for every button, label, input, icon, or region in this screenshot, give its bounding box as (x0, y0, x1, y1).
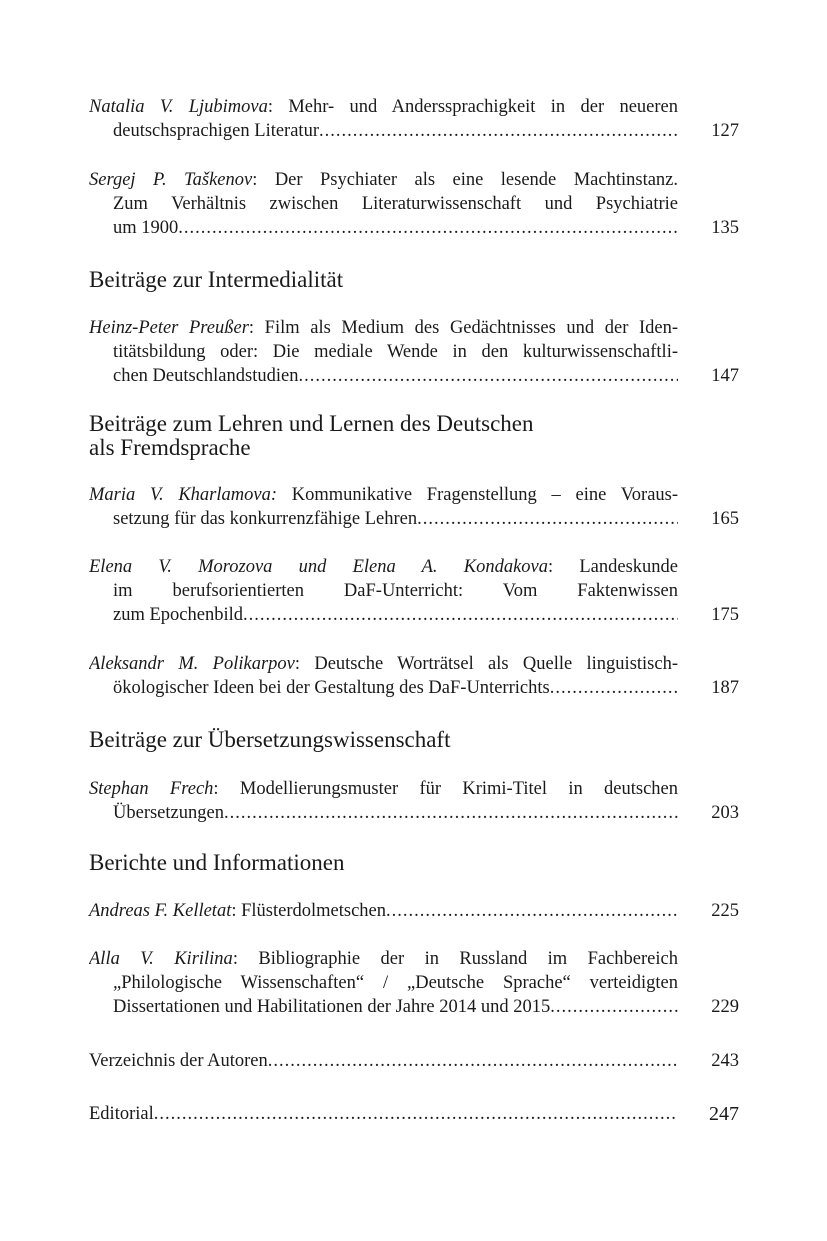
toc-entry-line (89, 95, 678, 119)
toc-entry-line (89, 1102, 678, 1126)
entry-title: um 1900 (113, 218, 179, 238)
entry-separator (277, 485, 292, 505)
toc-entry (89, 95, 739, 143)
leader-dots (224, 801, 678, 825)
entry-title: titätsbildung oder: Die mediale Wende in den kulturwissenschaftli- (113, 342, 678, 362)
toc-entry-line (89, 801, 678, 825)
page-number: 225 (711, 901, 739, 921)
entry-title: Landeskunde (579, 557, 678, 577)
leader-dots (319, 119, 678, 143)
entry-title: Deutsche Worträtsel als Quelle linguistisch- (314, 654, 678, 674)
entry-title: Übersetzungen (113, 803, 224, 823)
entry-title: „Philologische Wissenschaften“ / „Deutsche Sprache“ verteidigten (113, 973, 678, 993)
toc-entry-line (89, 652, 678, 676)
page-number: 247 (709, 1103, 739, 1125)
page-number: 175 (711, 605, 739, 625)
toc-entry (89, 168, 739, 240)
toc-entry-line (89, 947, 678, 971)
section-heading: Beiträge zur Übersetzungswissenschaft (89, 727, 451, 752)
entry-separator: : (294, 654, 315, 674)
entry-title: Film als Medium des Gedächtnisses und der Iden- (264, 318, 678, 338)
page-number: 147 (711, 366, 739, 386)
toc-entry-line (89, 899, 678, 923)
entry-author: Heinz-Peter Preußer (89, 318, 249, 338)
entry-author: Natalia V. Ljubimova (89, 97, 268, 117)
toc-entry (89, 652, 739, 700)
toc-entry-line (89, 507, 678, 531)
entry-title: Editorial (89, 1104, 154, 1124)
entry-title: Bibliographie der in Russland im Fachbereich (258, 949, 678, 969)
section-heading: Beiträge zur Intermedialität (89, 267, 344, 292)
entry-author: Aleksandr M. Polikarpov (89, 654, 295, 674)
leader-dots (298, 364, 678, 388)
page-number: 203 (711, 803, 739, 823)
leader-dots (243, 603, 678, 627)
leader-dots (386, 899, 678, 923)
page-number: 135 (711, 218, 739, 238)
entry-title: setzung für das konkurrenzfähige Lehren (113, 509, 418, 529)
entry-title: deutschsprachigen Literatur (113, 121, 319, 141)
toc-entry-line (89, 483, 678, 507)
toc-entry (89, 1102, 739, 1126)
section-heading: Berichte und Informationen (89, 850, 345, 875)
entry-author: Maria V. Kharlamova: (89, 485, 278, 505)
entry-title: chen Deutschlandstudien (113, 366, 299, 386)
entry-title: Kommunikative Fragenstellung – eine Voraus- (291, 485, 678, 505)
toc-entry (89, 483, 739, 531)
leader-dots (417, 507, 678, 531)
leader-dots (268, 1049, 678, 1073)
page-number: 229 (711, 997, 739, 1017)
leader-dots (178, 216, 678, 240)
leader-dots (154, 1102, 678, 1126)
toc-entry (89, 947, 739, 1019)
toc-entry-line (89, 1049, 678, 1073)
entry-title: Der Psychiater als eine lesende Machtinstanz. (274, 170, 678, 190)
entry-author: Sergej P. Taškenov (89, 170, 253, 190)
entry-title-text: Flüsterdolmetschen (241, 901, 387, 921)
entry-title: im berufsorientierten DaF-Unterricht: Vom Faktenwissen (113, 581, 678, 601)
toc-entry-line (89, 995, 678, 1019)
entry-separator: : (267, 97, 289, 117)
page-number: 127 (711, 121, 739, 141)
entry-title: Zum Verhältnis zwischen Literaturwissenschaft und Psychiatrie (113, 194, 678, 214)
entry-separator: : (252, 170, 275, 190)
toc-entry-line (89, 168, 678, 192)
entry-separator: : (248, 318, 265, 338)
entry-separator: : (231, 901, 242, 921)
toc-entry-line (89, 555, 678, 579)
entry-author: Andreas F. Kelletat (89, 901, 232, 921)
toc-entry-line (89, 603, 678, 627)
section-heading: Beiträge zum Lehren und Lernen des Deutschen (89, 411, 534, 436)
entry-title: Verzeichnis der Autoren (89, 1051, 268, 1071)
toc-entry-line (89, 216, 678, 240)
toc-entry (89, 316, 739, 388)
entry-separator: : (548, 557, 580, 577)
page-number: 243 (711, 1051, 739, 1071)
toc-entry (89, 555, 739, 627)
entry-title: ökologischer Ideen bei der Gestaltung des DaF-Unterrichts (113, 678, 550, 698)
toc-entry-line (89, 777, 678, 801)
page-number: 165 (711, 509, 739, 529)
leader-dots (550, 676, 678, 700)
toc-entry-line (89, 119, 678, 143)
toc-entry (89, 899, 739, 923)
entry-title: Dissertationen und Habilitationen der Jahre 2014 und 2015 (113, 997, 551, 1017)
entry-author: Elena V. Morozova und Elena A. Kondakova (89, 557, 549, 577)
entry-title: zum Epochenbild (113, 605, 243, 625)
toc-entry-line (89, 364, 678, 388)
toc-entry-line (89, 316, 678, 340)
leader-dots (550, 995, 678, 1019)
toc-entry-line (89, 676, 678, 700)
entry-author: Stephan Frech (89, 779, 214, 799)
entry-title: Modellierungsmuster für Krimi-Titel in deutschen (239, 779, 678, 799)
entry-title (89, 899, 386, 923)
entry-separator: : (232, 949, 259, 969)
toc-entry (89, 1049, 739, 1073)
section-heading: als Fremdsprache (89, 435, 251, 460)
page-number: 187 (711, 678, 739, 698)
entry-title: Mehr- und Anderssprachigkeit in der neueren (288, 97, 678, 117)
entry-separator: : (213, 779, 240, 799)
toc-entry (89, 777, 739, 825)
entry-author: Alla V. Kirilina (89, 949, 233, 969)
